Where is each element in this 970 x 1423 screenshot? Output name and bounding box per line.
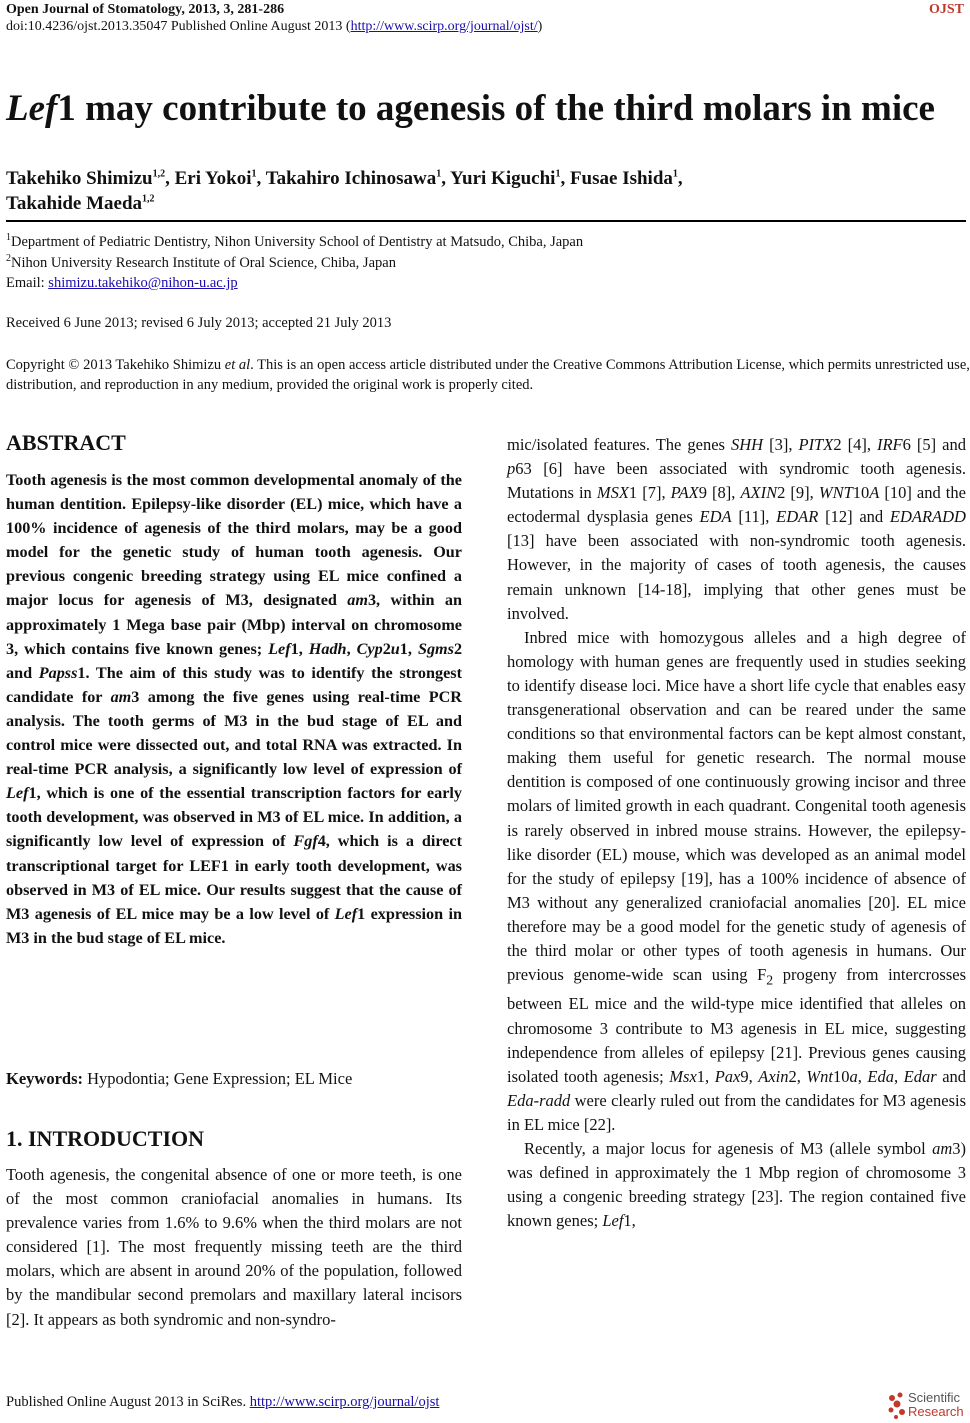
doi-text: doi:10.4236/ojst.2013.35047 Published Online August 2013 ( <box>6 19 351 34</box>
author: Takehiko Shimizu <box>6 168 153 189</box>
intro-paragraph-1-cont: mic/isolated features. The genes SHH [3], PITX2 [4], IRF6 [5] and p63 [6] have been associated with syndromic tooth agenesis. Mutations in MSX1 [7], PAX9 [8], AXIN2 [9], WNT10A [10] and the ectodermal dysplasia genes EDA [11], EDAR [12] and EDARADD [13] have been associated with non-syndromic tooth agenesis. However, in the majority of cases of tooth agenesis, the causes remain unknown [14-18], implying that other genes must be involved. <box>507 435 966 623</box>
scirp-logo-icon <box>886 1390 908 1420</box>
section-heading-introduction: 1. INTRODUCTION <box>6 1126 205 1151</box>
title-text: 1 may contribute to agenesis of the third molars in mice <box>57 88 935 129</box>
logo-line2: Research <box>908 1404 964 1419</box>
affiliations: $^1$Department of Pediatric Dentistry, Nihon University School of Dentistry at Matsudo, Chiba, Japan $^2$Nihon University Research Institute of Oral Science, Chiba, Japan Email: shimizu.takehiko@nihon-u.ac.jp <box>6 232 584 291</box>
received-dates: Received 6 June 2013; revised 6 July 2013; accepted 21 July 2013 <box>6 315 392 331</box>
author: Fusae Ishida <box>569 168 673 189</box>
right-column <box>507 433 966 1233</box>
journal-abbrev: OJST <box>928 2 964 17</box>
journal-citation: Open Journal of Stomatology, 2013, 3, 281-286 <box>6 2 285 17</box>
paper-title <box>6 86 966 132</box>
author: Eri Yokoi <box>174 168 252 189</box>
doi-suffix: ) <box>537 19 543 34</box>
title-gene: Lef <box>6 88 58 129</box>
scirp-logo <box>886 1388 968 1422</box>
abstract-body: Tooth agenesis is the most common developmental anomaly of the human dentition. Epilepsy-like disorder (EL) mice, which have a 100% incidence of agenesis of the third molars, may be a good model for the genetic study of human tooth agenesis. Our previous congenic breeding strategy using EL mice confined a major locus for agenesis of M3, designated am3, within an approximately 1 Mega base pair (Mbp) interval on chromosome 3, which contains five known genes; Lef1, Hadh, Cyp2u1, Sgms2 and Papss1. The aim of this study was to identify the strongest candidate for am3 among the five genes using real-time PCR analysis. The tooth germs of M3 in the bud stage of EL and control mice were dissected out, and total RNA was extracted. In real-time PCR analysis, a significantly low level of expression of Lef1, which is one of the essential transcription factors for early tooth development, was observed in M3 of EL mice. In addition, a significantly low level of expression of Fgf4, which is a direct transcriptional target for LEF1 in early tooth development, was observed in M3 of EL mice. Our results suggest that the cause of M3 agenesis of EL mice may be a low level of Lef1 expression in M3 in the bud stage of EL mice. <box>6 471 463 947</box>
footer: Published Online August 2013 in SciRes. http://www.scirp.org/journal/ojst <box>6 1394 440 1410</box>
intro-paragraph-3: Recently, a major locus for agenesis of M3 (allele symbol am3) was defined in approximately the 1 Mbp region of chromosome 3 using a congenic breeding strategy [23]. The region contained five known genes; Lef1, <box>507 1139 966 1231</box>
doi-line <box>6 19 542 35</box>
logo-line1: Scientific <box>908 1390 961 1405</box>
email-link[interactable]: shimizu.takehiko@nihon-u.ac.jp <box>48 275 238 291</box>
title-divider <box>6 220 966 222</box>
affiliation-1: Department of Pediatric Dentistry, Nihon University School of Dentistry at Matsudo, Chiba, Japan <box>11 234 584 250</box>
journal-link[interactable]: http://www.scirp.org/journal/ojst/ <box>350 19 538 34</box>
affiliation-2: Nihon University Research Institute of Oral Science, Chiba, Japan <box>11 254 396 271</box>
author: Yuri Kiguchi <box>450 168 556 189</box>
footer-link[interactable]: http://www.scirp.org/journal/ojst <box>249 1394 440 1410</box>
keywords: Keywords: Hypodontia; Gene Expression; EL Mice <box>6 1069 353 1088</box>
author: Takahide Maeda <box>6 193 143 214</box>
copyright-notice: Copyright © 2013 Takehiko Shimizu et al. This is an open access article distributed under the Creative Commons Attribution License, which permits unrestricted use, distribution, and reproduction in any medium, provided the original work is properly cited. <box>6 357 970 393</box>
author: Takahiro Ichinosawa <box>265 168 437 189</box>
intro-paragraph-2: Inbred mice with homozygous alleles and a high degree of homology with human genes are frequently used in studies seeking to identify disease loci. Mice have a short life cycle that enables easy transgenerational observation and can be reared under the same conditions so that environmental factors can be kept almost constant, making them useful for genetic research. The normal mouse dentition is composed of one continuously growing incisor and three molars of limited growth in each quadrant. Congenital tooth agenesis is rarely observed in inbred mouse strains. However, the epilepsy-like disorder (EL) mouse, which was developed as an animal model for the study of epilepsy [19], has a 100% incidence of absence of M3 without any generalized craniofacial anomalies [20]. EL mice therefore may be a good model for the genetic study of agenesis of the third molar or other types of tooth agenesis in humans. Our previous genome-wide scan using $F_2$ progeny from intercrosses between EL mice and the wild-type mice identified that alleles on chromosome 3 contribute to M3 agenesis in EL mice, suggesting independence from alleles of epilepsy [21]. Previous genes causing isolated tooth agenesis; Msx1, Pax9, Axin2, Wnt10a, Eda, Edar and Eda-radd were clearly ruled out from the candidates for M3 agenesis in EL mice [22]. <box>507 627 967 1134</box>
abstract-heading: ABSTRACT <box>6 430 126 455</box>
author-list: Takehiko Shimizu$^{1,2}$, Eri Yokoi$^1$, Takahiro Ichinosawa$^1$, Yuri Kiguchi$^1$, Fusae Ishida$^1$, Takahide Maeda$^{1,2}$ <box>6 168 683 214</box>
intro-paragraph-1: Tooth agenesis, the congenital absence of one or more teeth, is one of the most common craniofacial anomalies in humans. Its prevalence varies from 1.6% to 9.6% when the third molars are not considered [1]. The most frequently missing teeth are the third molars, which are absent in around 20% of the population, followed by the mandibular second premolars and maxillary lateral incisors [2]. It appears as both syndromic and non-syndro- <box>6 1165 462 1329</box>
